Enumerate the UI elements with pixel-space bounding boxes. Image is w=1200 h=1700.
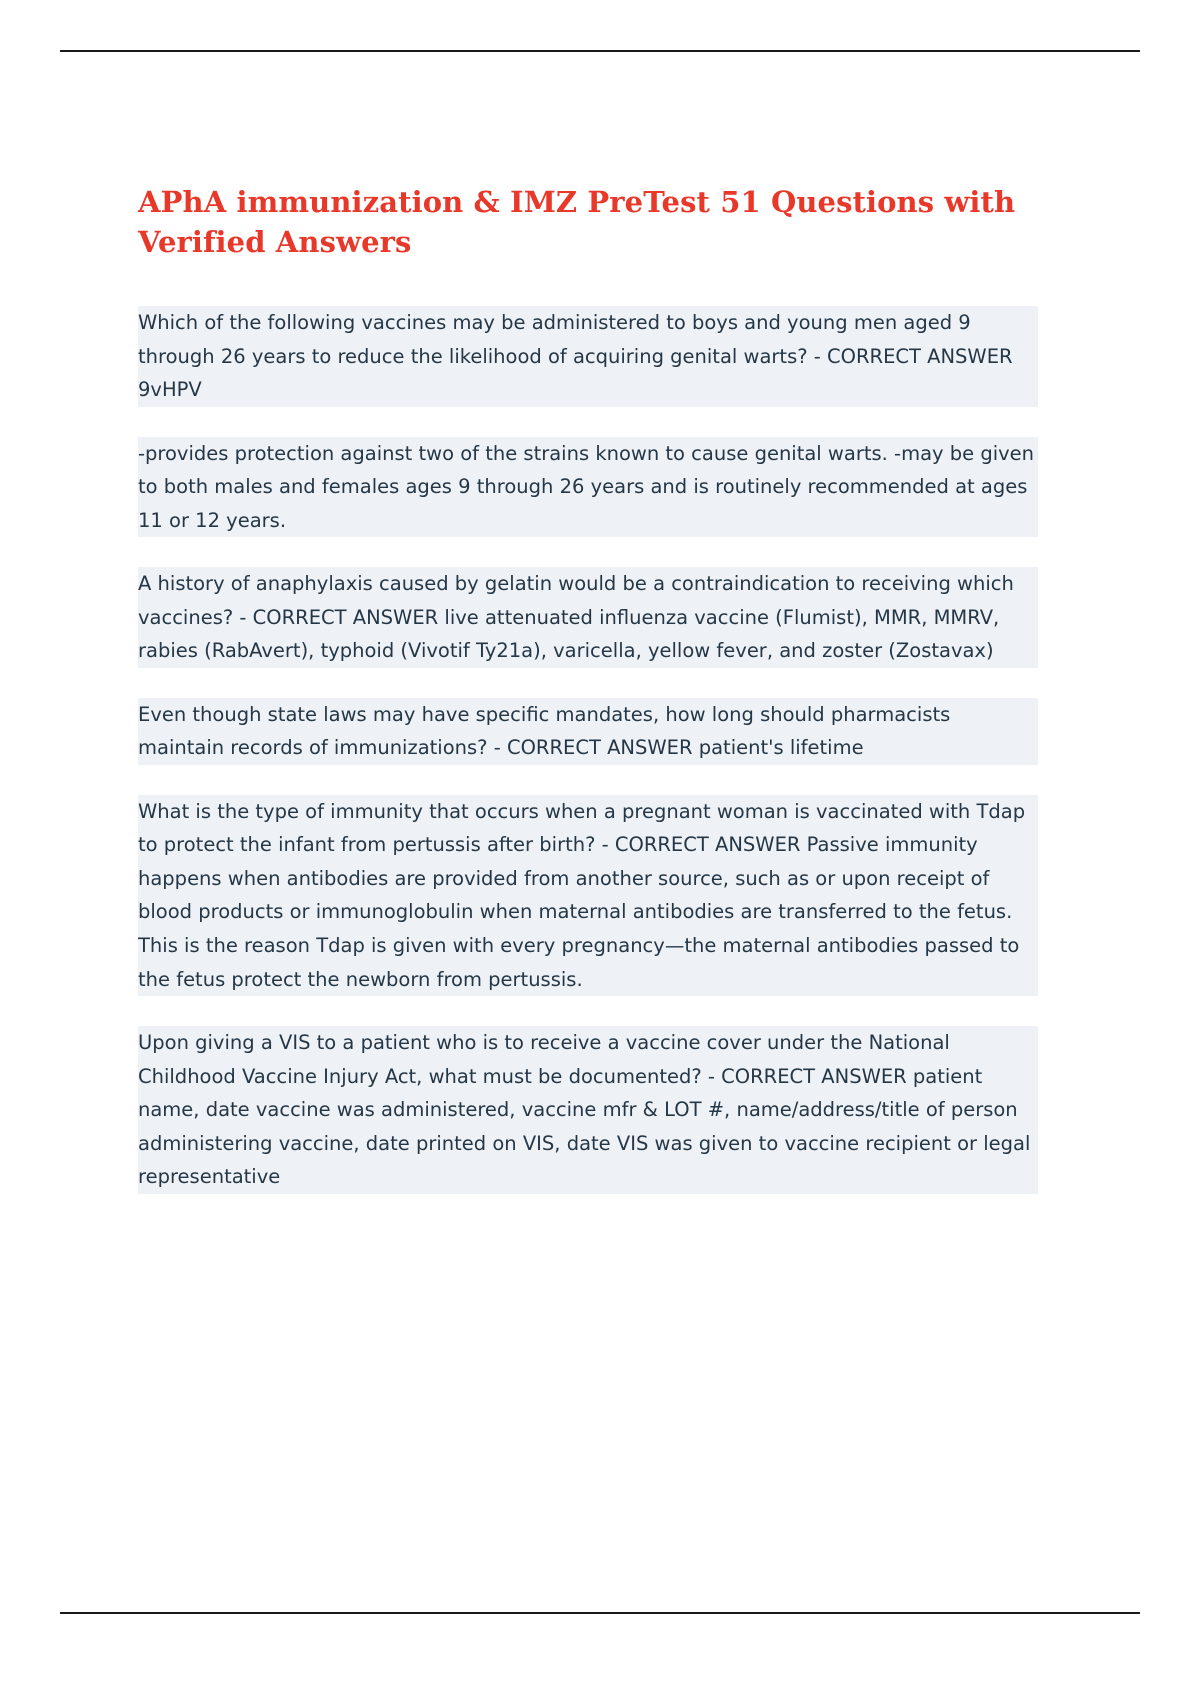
qa-block-2: -provides protection against two of the strains known to cause genital warts. -may be given to both males and females ages 9 through 26 years and is routinely recommended at ages 11 or 12 years. <box>138 437 1038 538</box>
page-top-rule <box>60 50 1140 52</box>
document-page <box>60 0 1140 1700</box>
qa-block-6: Upon giving a VIS to a patient who is to receive a vaccine cover under the National Childhood Vaccine Injury Act, what must be documented? - CORRECT ANSWER patient name, date vaccine was administered, vaccine mfr & LOT #, name/address/title of person administering vaccine, date printed on VIS, date VIS was given to vaccine recipient or legal representative <box>138 1026 1038 1194</box>
qa-block-1: Which of the following vaccines may be administered to boys and young men aged 9 through 26 years to reduce the likelihood of acquiring genital warts? - CORRECT ANSWER 9vHPV <box>138 306 1038 407</box>
qa-block-4: Even though state laws may have specific mandates, how long should pharmacists maintain records of immunizations? - CORRECT ANSWER patient's lifetime <box>138 698 1038 765</box>
document-content <box>138 182 1038 1224</box>
page-title: APhA immunization & IMZ PreTest 51 Questions with Verified Answers <box>138 185 1016 260</box>
page-bottom-rule <box>60 1612 1140 1614</box>
qa-block-3: A history of anaphylaxis caused by gelatin would be a contraindication to receiving which vaccines? - CORRECT ANSWER live attenuated influenza vaccine (Flumist), MMR, MMRV, rabies (RabAvert), typhoid (Vivotif Ty21a), varicella, yellow fever, and zoster (Zostavax) <box>138 567 1038 668</box>
qa-block-5: What is the type of immunity that occurs when a pregnant woman is vaccinated with Tdap to protect the infant from pertussis after birth? - CORRECT ANSWER Passive immunity happens when antibodies are provided from another source, such as or upon receipt of blood products or immunoglobulin when maternal antibodies are transferred to the fetus. This is the reason Tdap is given with every pregnancy—the maternal antibodies passed to the fetus protect the newborn from pertussis. <box>138 795 1038 996</box>
